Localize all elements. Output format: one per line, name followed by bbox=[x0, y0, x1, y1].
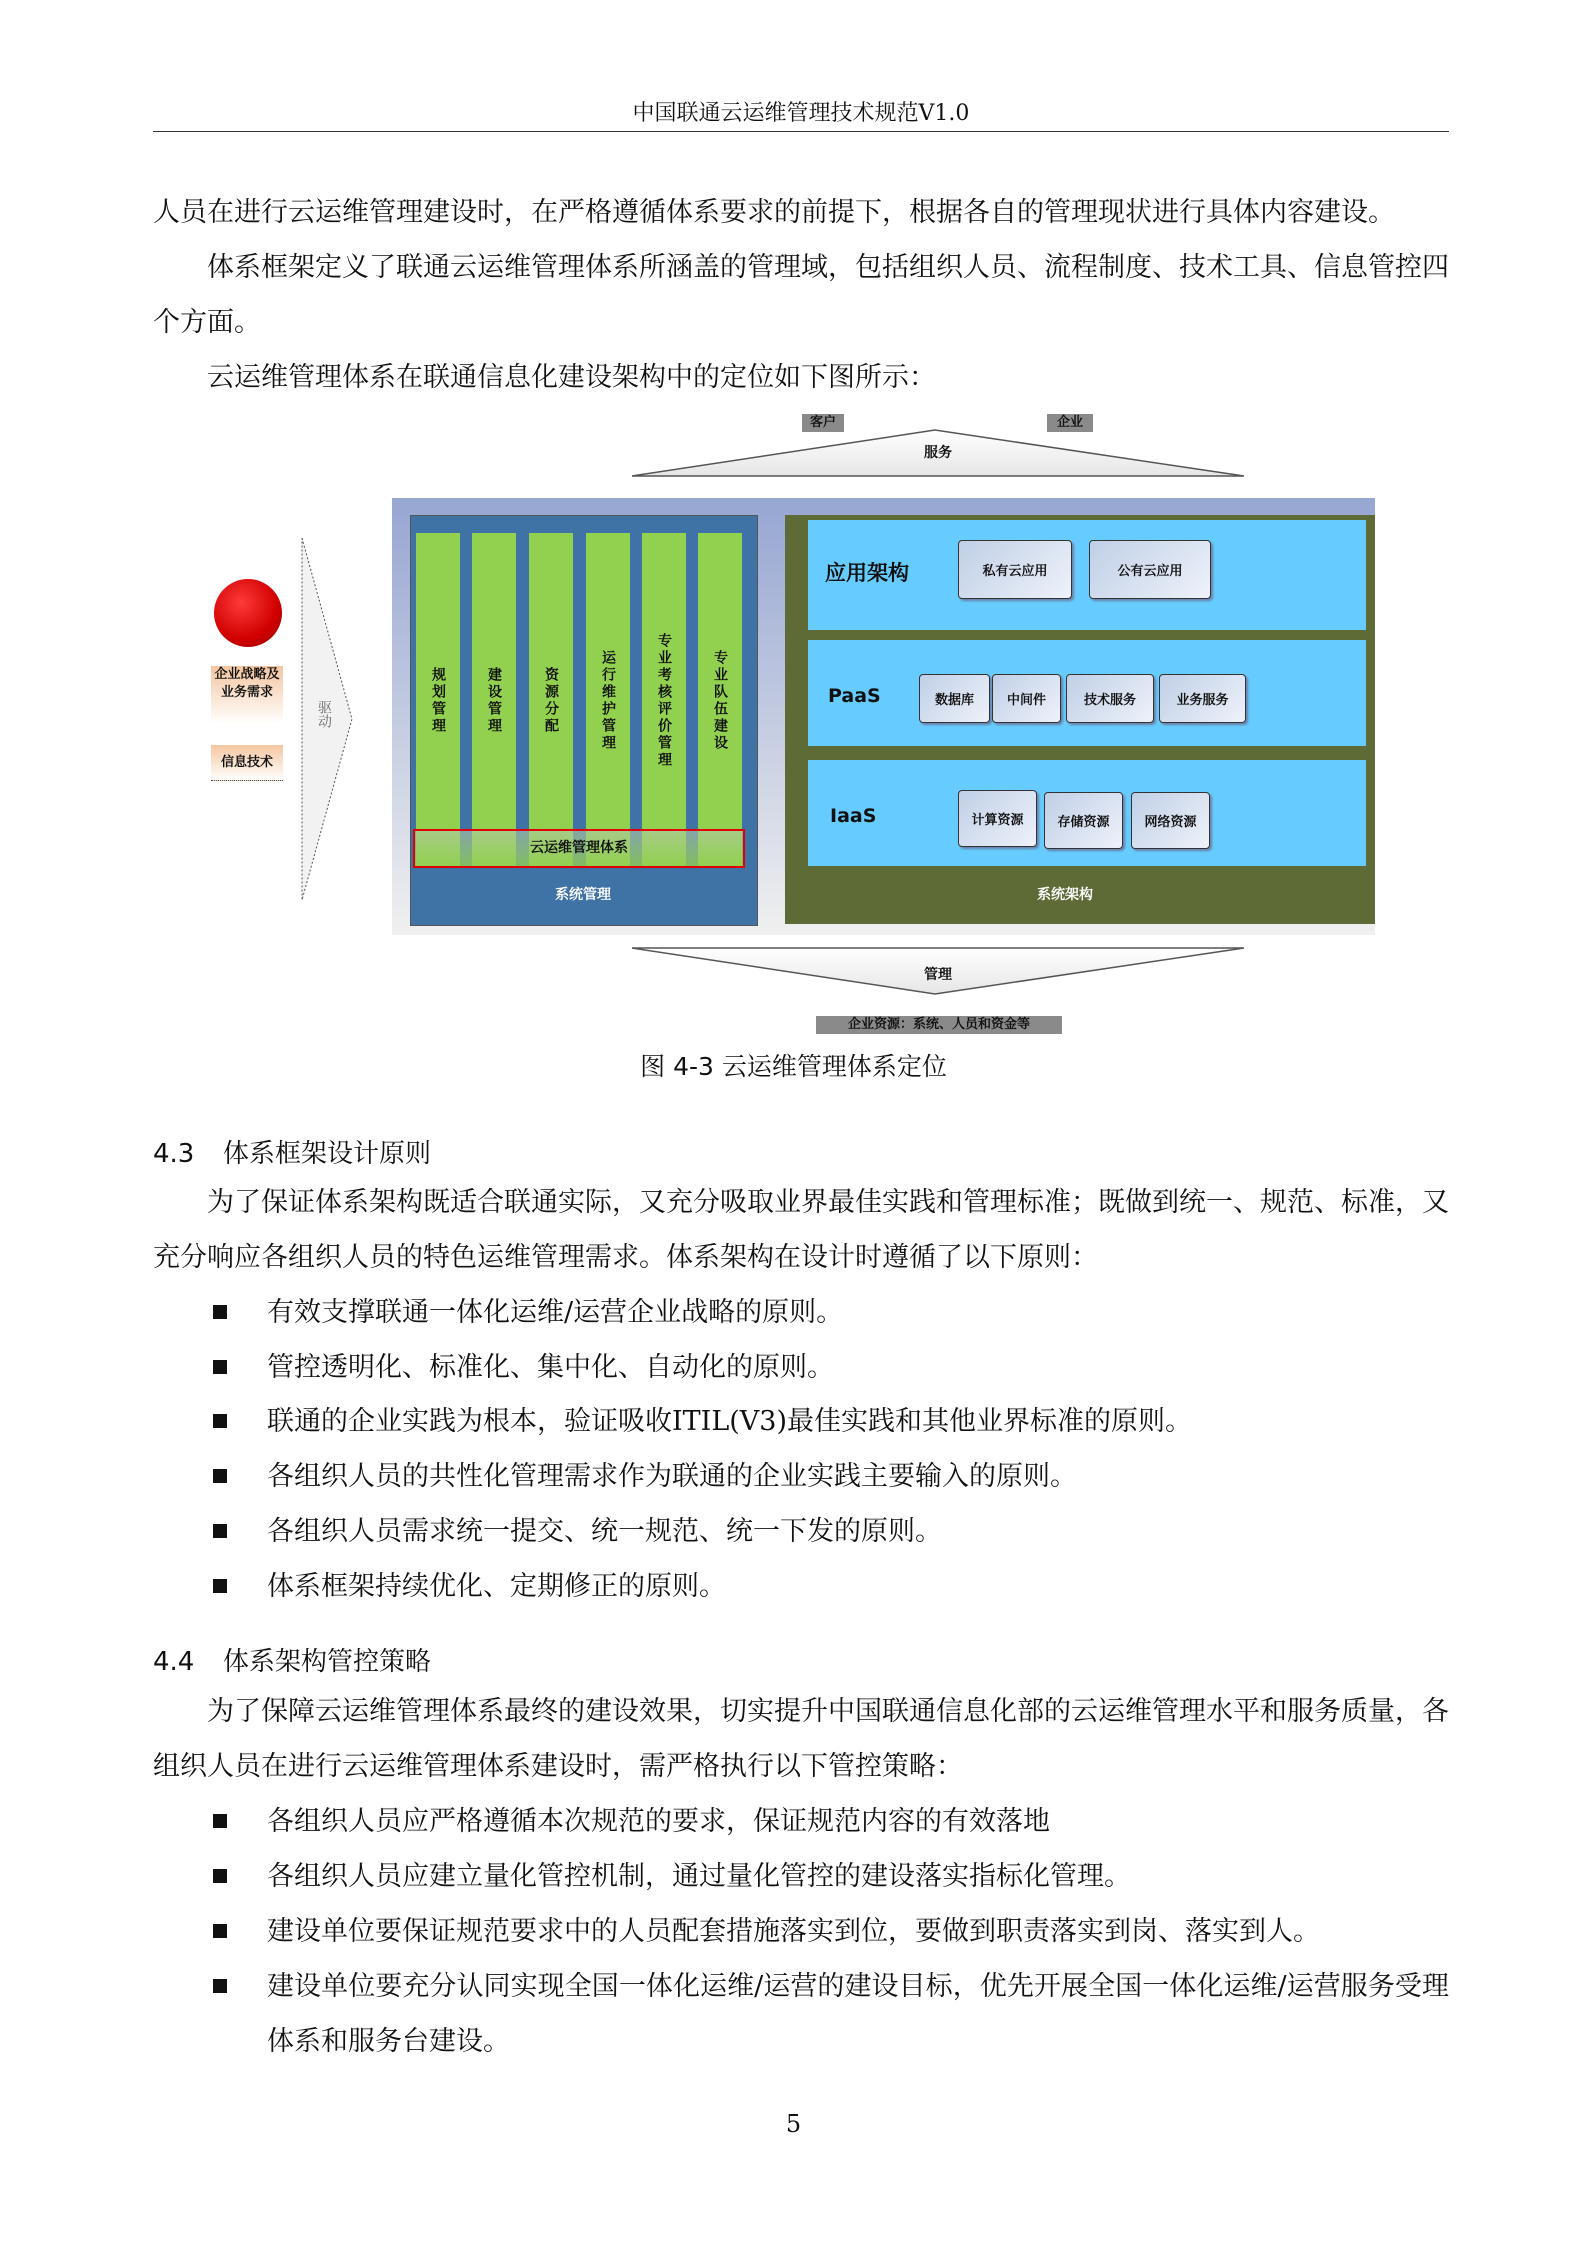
arch-box: 中间件 bbox=[992, 674, 1061, 723]
list-item-text: 联通的企业实践为根本，验证吸收ITIL(V3)最佳实践和其他业界标准的原则。 bbox=[267, 1406, 1193, 1437]
service-label: 服务 bbox=[924, 445, 952, 461]
bullet-icon bbox=[213, 1524, 227, 1538]
section-title: 体系架构管控策略 bbox=[223, 1647, 432, 1677]
column-team bbox=[698, 533, 742, 868]
bullet-icon bbox=[213, 1469, 227, 1483]
layer-name: IaaS bbox=[830, 805, 877, 827]
list-item bbox=[213, 1394, 1449, 1449]
column-label: 专业考核评价管理 bbox=[656, 632, 672, 769]
driver-strategy: 企业战略及业务需求 bbox=[211, 666, 283, 724]
paragraph: 人员在进行云运维管理建设时，在严格遵循体系要求的前提下，根据各自的管理现状进行具体内容建设。 bbox=[153, 197, 1395, 228]
system-architecture-label: 系统架构 bbox=[1037, 887, 1093, 903]
list-item-text: 有效支撑联通一体化运维/运营企业战略的原则。 bbox=[267, 1297, 844, 1328]
figure-caption: 图 4-3 云运维管理体系定位 bbox=[640, 1052, 947, 1081]
layer-name: 应用架构 bbox=[825, 561, 909, 585]
list-item bbox=[213, 1449, 1449, 1504]
list-item bbox=[213, 1904, 1449, 1959]
bullet-icon bbox=[213, 1924, 227, 1938]
bullet-icon bbox=[213, 1360, 227, 1374]
list-item bbox=[213, 1285, 1449, 1340]
list-item-text: 管控透明化、标准化、集中化、自动化的原则。 bbox=[267, 1352, 834, 1383]
bullet-icon bbox=[213, 1414, 227, 1428]
bullet-icon bbox=[213, 1979, 227, 1993]
bullet-icon bbox=[213, 1305, 227, 1319]
column-construction bbox=[472, 533, 516, 868]
red-ball-icon bbox=[214, 579, 282, 647]
arch-box: 存储资源 bbox=[1044, 792, 1123, 849]
list-item bbox=[213, 1959, 1449, 2069]
paragraph: 体系框架定义了联通云运维管理体系所涵盖的管理域，包括组织人员、流程制度、技术工具、信息管控四个方面。 bbox=[153, 252, 1449, 338]
bullet-icon bbox=[213, 1579, 227, 1593]
section-title: 体系框架设计原则 bbox=[223, 1139, 432, 1169]
cloud-ops-highlight: 云运维管理体系 bbox=[413, 829, 745, 868]
list-item bbox=[213, 1794, 1449, 1849]
page-number: 5 bbox=[785, 2110, 802, 2138]
list-item bbox=[213, 1559, 1449, 1614]
list-item bbox=[213, 1504, 1449, 1559]
section-number: 4.3 bbox=[153, 1139, 195, 1169]
arch-box: 业务服务 bbox=[1159, 674, 1246, 723]
list-item-text: 各组织人员应严格遵循本次规范的要求，保证规范内容的有效落地 bbox=[267, 1806, 1050, 1837]
drive-label: 驱动 bbox=[316, 700, 332, 728]
list-item bbox=[213, 1340, 1449, 1395]
bullet-icon bbox=[213, 1869, 227, 1883]
tag-customer: 客户 bbox=[802, 414, 844, 432]
tag-enterprise: 企业 bbox=[1047, 414, 1093, 432]
arch-box: 技术服务 bbox=[1066, 674, 1154, 723]
paragraph: 为了保证体系架构既适合联通实际，又充分吸取业界最佳实践和管理标准；既做到统一、规范、标准，又充分响应各组织人员的特色运维管理需求。体系架构在设计时遵循了以下原则： bbox=[153, 1187, 1449, 1273]
page-header-title: 中国联通云运维管理技术规范V1.0 bbox=[632, 101, 970, 126]
section-heading-4-3 bbox=[153, 1133, 431, 1170]
column-label: 专业队伍建设 bbox=[712, 649, 728, 752]
column-label: 资源分配 bbox=[543, 666, 559, 735]
management-label: 管理 bbox=[924, 967, 952, 983]
bullet-icon bbox=[213, 1814, 227, 1828]
column-label: 运行维护管理 bbox=[600, 649, 616, 752]
column-assessment bbox=[642, 533, 686, 868]
column-operation bbox=[586, 533, 630, 868]
system-management-label: 系统管理 bbox=[555, 887, 611, 903]
arch-box: 网络资源 bbox=[1131, 792, 1210, 849]
column-label: 规划管理 bbox=[430, 666, 446, 735]
section-number: 4.4 bbox=[153, 1647, 195, 1677]
list-item-text: 建设单位要保证规范要求中的人员配套措施落实到位，要做到职责落实到岗、落实到人。 bbox=[267, 1916, 1320, 1947]
list-item-text: 建设单位要充分认同实现全国一体化运维/运营的建设目标，优先开展全国一体化运维/运营服务受理体系和服务台建设。 bbox=[267, 1971, 1449, 2057]
column-planning bbox=[416, 533, 460, 868]
list-item-text: 体系框架持续优化、定期修正的原则。 bbox=[267, 1571, 726, 1602]
list-item-text: 各组织人员需求统一提交、统一规范、统一下发的原则。 bbox=[267, 1516, 942, 1547]
driver-it: 信息技术 bbox=[211, 745, 283, 781]
arch-box: 计算资源 bbox=[958, 790, 1037, 847]
layer-name: PaaS bbox=[828, 685, 881, 707]
column-label: 建设管理 bbox=[486, 666, 502, 735]
paragraph: 云运维管理体系在联通信息化建设架构中的定位如下图所示： bbox=[207, 362, 936, 393]
arch-box: 数据库 bbox=[919, 674, 990, 723]
arch-box: 公有云应用 bbox=[1089, 540, 1211, 599]
paragraph: 为了保障云运维管理体系最终的建设效果，切实提升中国联通信息化部的云运维管理水平和服务质量，各组织人员在进行云运维管理体系建设时，需严格执行以下管控策略： bbox=[153, 1696, 1449, 1782]
list-item bbox=[213, 1849, 1449, 1904]
list-item-text: 各组织人员应建立量化管控机制，通过量化管控的建设落实指标化管理。 bbox=[267, 1861, 1131, 1892]
arch-box: 私有云应用 bbox=[958, 540, 1072, 599]
section-heading-4-4 bbox=[153, 1641, 431, 1678]
list-item-text: 各组织人员的共性化管理需求作为联通的企业实践主要输入的原则。 bbox=[267, 1461, 1077, 1492]
tag-enterprise-resources: 企业资源：系统、人员和资金等 bbox=[816, 1016, 1062, 1034]
header-divider bbox=[153, 131, 1449, 132]
column-resource bbox=[529, 533, 573, 868]
